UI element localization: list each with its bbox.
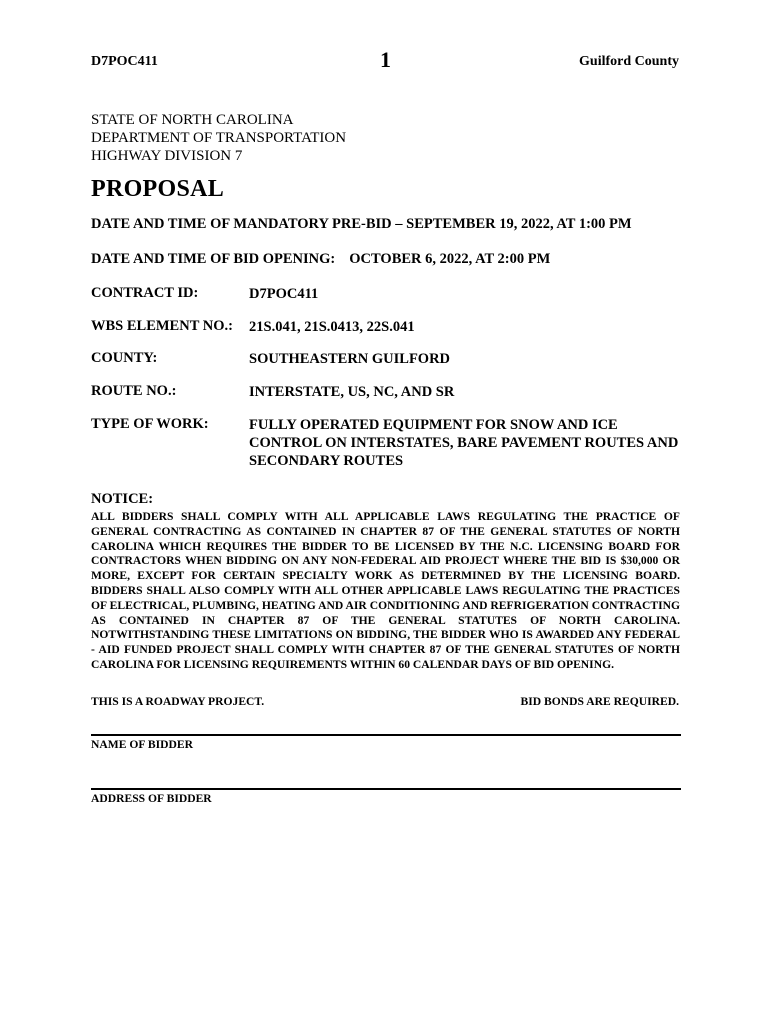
bid-opening-label: DATE AND TIME OF BID OPENING: xyxy=(91,251,336,267)
route-value: INTERSTATE, US, NC, AND SR xyxy=(249,384,455,400)
page-title: PROPOSAL xyxy=(91,176,225,202)
page-number: 1 xyxy=(380,47,391,72)
header-contract-code: D7POC411 xyxy=(91,54,158,69)
agency-department: DEPARTMENT OF TRANSPORTATION xyxy=(91,130,347,146)
name-of-bidder-line[interactable] xyxy=(91,734,681,736)
wbs-label: WBS ELEMENT NO.: xyxy=(91,318,233,334)
agency-state: STATE OF NORTH CAROLINA xyxy=(91,112,294,128)
type-of-work-label: TYPE OF WORK: xyxy=(91,416,209,432)
notice-body: ALL BIDDERS SHALL COMPLY WITH ALL APPLICABLE LAWS REGULATING THE PRACTICE OF GENERAL CONTRACTING AS CONTAINED IN CHAPTER 87 OF THE GENERAL STATUTES OF NORTH CAROLINA WHICH REQUIRES THE BIDDER TO BE LICENSED BY THE N.C. LICENSING BOARD FOR CONTRACTORS WHEN BIDDING ON ANY NON-FEDERAL AID PROJECT WHERE THE BID IS $30,000 OR MORE, EXCEPT FOR CERTAIN SPECIALTY WORK AS DETERMINED BY THE LICENSING BOARD. BIDDERS SHALL ALSO COMPLY WITH ALL OTHER APPLICABLE LAWS REGULATING THE PRACTICES OF ELECTRICAL, PLUMBING, HEATING AND AIR CONDITIONING AND REFRIGERATION CONTRACTING AS CONTAINED IN CHAPTER 87 OF THE GENERAL STATUTES OF NORTH CAROLINA. NOTWITHSTANDING THESE LIMITATIONS ON BIDDING, THE BIDDER WHO IS AWARDED ANY FEDERAL - AID FUNDED PROJECT SHALL COMPLY WITH CHAPTER 87 OF THE GENERAL STATUTES OF NORTH CAROLINA FOR LICENSING REQUIREMENTS WITHIN 60 CALENDAR DAYS OF BID OPENING. xyxy=(91,510,680,671)
address-of-bidder-line[interactable] xyxy=(91,788,681,790)
route-label: ROUTE NO.: xyxy=(91,383,177,399)
county-value: SOUTHEASTERN GUILFORD xyxy=(249,351,451,367)
county-label: COUNTY: xyxy=(91,350,158,366)
contract-id-value: D7POC411 xyxy=(249,286,319,302)
bid-bonds-statement: BID BONDS ARE REQUIRED. xyxy=(520,695,679,708)
type-of-work-value: FULLY OPERATED EQUIPMENT FOR SNOW AND ICE CONTROL ON INTERSTATES, BARE PAVEMENT ROUTES AND SECONDARY ROUTES xyxy=(249,417,679,469)
agency-block xyxy=(91,111,346,165)
notice-title: NOTICE: xyxy=(91,491,154,507)
header-county: Guilford County xyxy=(579,54,679,69)
agency-division: HIGHWAY DIVISION 7 xyxy=(91,148,243,164)
project-type-statement: THIS IS A ROADWAY PROJECT. xyxy=(91,695,265,708)
bid-opening-value: OCTOBER 6, 2022, AT 2:00 PM xyxy=(349,251,551,267)
name-of-bidder-label: NAME OF BIDDER xyxy=(91,738,193,751)
contract-id-label: CONTRACT ID: xyxy=(91,285,199,301)
prebid-line: DATE AND TIME OF MANDATORY PRE-BID – SEPTEMBER 19, 2022, AT 1:00 PM xyxy=(91,216,632,232)
address-of-bidder-label: ADDRESS OF BIDDER xyxy=(91,792,212,805)
bid-opening-line xyxy=(91,251,550,268)
wbs-value: 21S.041, 21S.0413, 22S.041 xyxy=(249,319,415,335)
